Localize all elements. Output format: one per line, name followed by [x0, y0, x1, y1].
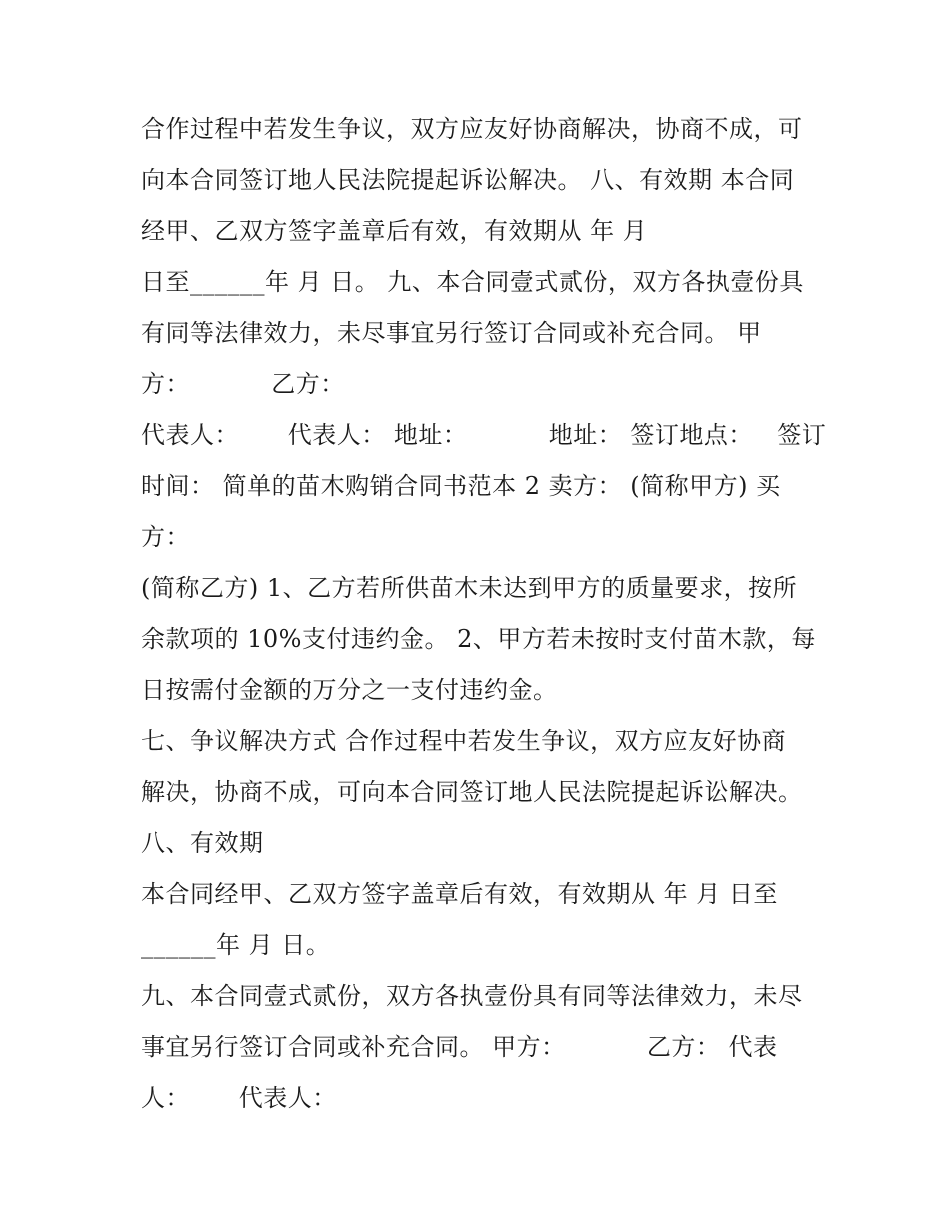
text-line: 解决，协商不成，可向本合同签订地人民法院提起诉讼解决。: [141, 778, 803, 806]
text-line: 余款项的 10%支付违约金。 2、甲方若未按时支付苗木款，每: [141, 625, 816, 653]
text-line: 有同等法律效力，未尽事宜另行签订合同或补充合同。 甲: [141, 319, 762, 347]
text-line: 日按需付金额的万分之一支付违约金。: [141, 676, 558, 704]
text-line: 向本合同签订地人民法院提起诉讼解决。 八、有效期 本合同: [141, 166, 795, 194]
text-line: 方： 乙方：: [141, 370, 345, 398]
text-line: 事宜另行签订合同或补充合同。 甲方： 乙方： 代表: [141, 1033, 778, 1061]
text-line: 九、本合同壹式贰份，双方各执壹份具有同等法律效力，未尽: [141, 982, 803, 1010]
text-line: 经甲、乙双方签字盖章后有效，有效期从 年 月: [141, 217, 648, 245]
text-line: 八、有效期: [141, 829, 264, 857]
text-line: 代表人： 代表人： 地址： 地址： 签订地点： 签订: [141, 421, 827, 449]
contract-text-body: [141, 104, 827, 1124]
text-line: 时间： 简单的苗木购销合同书范本 2 卖方： (简称甲方) 买: [141, 472, 781, 500]
text-line: ______年 月 日。: [141, 931, 331, 959]
text-line: 七、争议解决方式 合作过程中若发生争议，双方应友好协商: [141, 727, 787, 755]
text-line: 人： 代表人：: [141, 1084, 337, 1112]
text-line: 方：: [141, 523, 190, 551]
text-line: (简称乙方) 1、乙方若所供苗木未达到甲方的质量要求，按所: [141, 574, 798, 602]
text-line: 本合同经甲、乙双方签字盖章后有效，有效期从 年 月 日至: [141, 880, 778, 908]
text-line: 合作过程中若发生争议，双方应友好协商解决，协商不成，可: [141, 115, 803, 143]
text-line: 日至______年 月 日。 九、本合同壹式贰份，双方各执壹份具: [141, 268, 804, 296]
